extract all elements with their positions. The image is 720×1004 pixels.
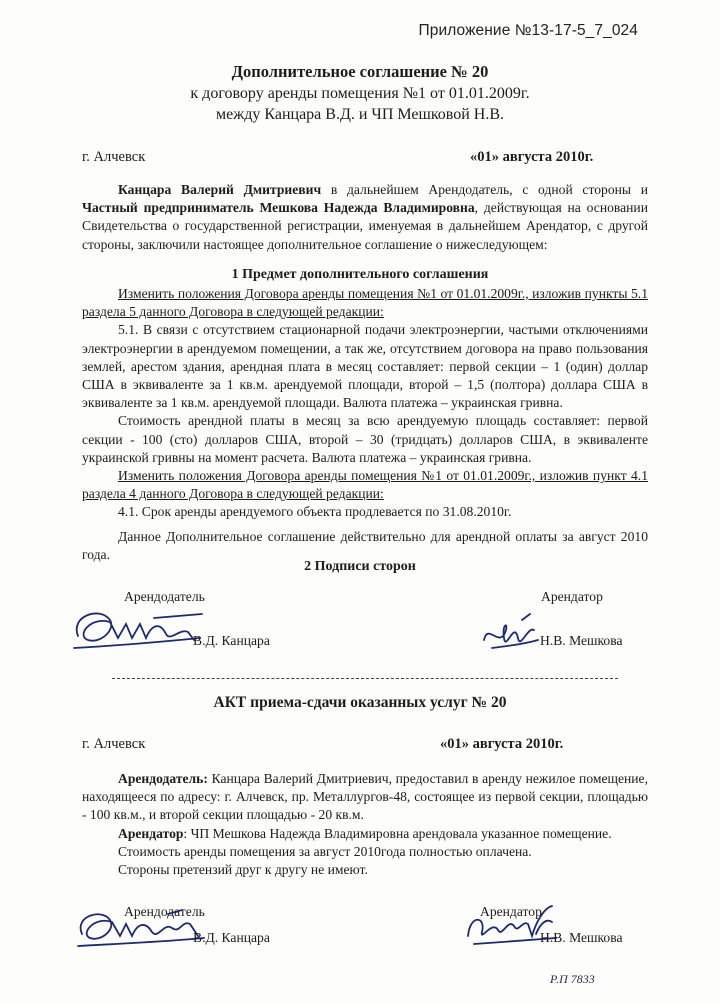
agreement-lessor-signature [70,598,210,663]
change-clause-4-1: Изменить положения Договора аренды помещения №1 от 01.01.2009г., изложив пункт 4.1 раздела 4 данного Договора в следующей редакции: [82,468,648,502]
act-city: г. Алчевск [82,736,146,752]
section-1-title: 1 Предмет дополнительного соглашения [231,267,489,282]
registration-note: Р.П 7833 [550,972,595,986]
act-lessor-label: Арендодатель: [118,771,208,786]
act-lessee-label: Арендатор [118,825,184,841]
agreement-title: Дополнительное соглашение № 20 [231,62,489,81]
section-divider [112,678,618,679]
act-lessee-sign-name: Н.В. Мешкова [540,930,623,945]
act-date: «01» августа 2010г. [440,736,564,752]
act-lessor-label-sign: Арендодатель [124,904,205,919]
intro-lessor-name: Канцара Валерий Дмитриевич [118,182,322,197]
act-lessee-text: : ЧП Мешкова Надежда Владимировна арендовала указанное помещение. [183,825,612,841]
agreement-lessee-signature [478,610,548,663]
act-lessee-signature [462,900,562,957]
agreement-subtitle-parties: между Канцара В.Д. и ЧП Мешковой Н.В. [215,106,505,123]
act-paid: Стоимость аренды помещения за август 2010года полностью оплачена. [118,843,532,859]
agreement-intro [82,181,648,254]
section-2-title: 2 Подписи сторон [304,559,416,574]
clause-monthly-cost: Стоимость арендной платы в месяц за всю арендуемую площадь составляет: первой секции - 100 (сто) долларов США, второй – 30 (тридцать) долларов США, в эквиваленте украинской гривны на момент расчета. Валюта платежа – украинская гривна. [82,413,648,465]
act-no-claims: Стороны претензий друг к другу не имеют. [118,862,368,878]
clause-5-1: 5.1. В связи с отсутствием стационарной подачи электроэнергии, частыми отключениями электроэнергии в арендуемом помещении, а так же, отсутствием договора на право пользования землей, арестом здания, арендная плата в месяц составляет: первой секции – 1 (один) доллар США в эквиваленте за 1 кв.м. арендуемой площади, второй – 1,5 (полтора) доллара США в эквиваленте за 1 кв.м. арендуемой площади. Валюта платежа – украинская гривна. [82,322,648,411]
act-lessee-label-sign: Арендатор [480,904,542,919]
agreement-lessor-label: Арендодатель [124,589,205,604]
annex-number: Приложение №13-17-5_7_024 [418,22,638,39]
section-1-body [82,285,648,522]
intro-lessee-name: Частный предприниматель Мешкова Надежда Владимировна [82,200,475,216]
act-lessor-sign-name: В.Д. Канцара [193,930,270,945]
agreement-city: г. Алчевск [82,149,146,165]
agreement-subtitle-contract: к договору аренды помещения №1 от 01.01.2009г. [190,85,530,102]
act-title: АКТ приема-сдачи оказанных услуг № 20 [213,694,507,711]
clause-4-1: 4.1. Срок аренды арендуемого объекта продлевается по 31.08.2010г. [118,504,512,520]
intro-text-1: в дальнейшем Арендодатель, с одной стороны и [321,182,649,197]
agreement-lessor-sign-name: В.Д. Канцара [193,633,270,648]
act-lessor-signature [72,900,212,961]
agreement-validity: Данное Дополнительное соглашение действительно для арендной оплаты за август 2010 года. [82,529,648,563]
agreement-date: «01» августа 2010г. [470,149,594,165]
agreement-lessee-label: Арендатор [541,589,603,604]
agreement-lessee-sign-name: Н.В. Мешкова [540,633,623,648]
change-clause-5-1: Изменить положения Договора аренды помещения №1 от 01.01.2009г., изложив пункты 5.1 раздела 5 данного Договора в следующей редакции: [82,286,648,320]
intro-text-2: , действующая на основании Свидетельства о государственной регистрации, именуемая в дальнейшем Арендатор, с другой стороны, заключили настоящее дополнительное соглашение о нижеследующем: [82,200,648,252]
act-lessor-text: Канцара Валерий Дмитриевич, предоставил в аренду нежилое помещение, находящееся по адресу: г. Алчевск, пр. Металлургов-48, состоящее из первой секции, площадью - 100 кв.м., и второй секции площадью - 20 кв.м. [82,771,648,823]
act-body [82,770,648,879]
